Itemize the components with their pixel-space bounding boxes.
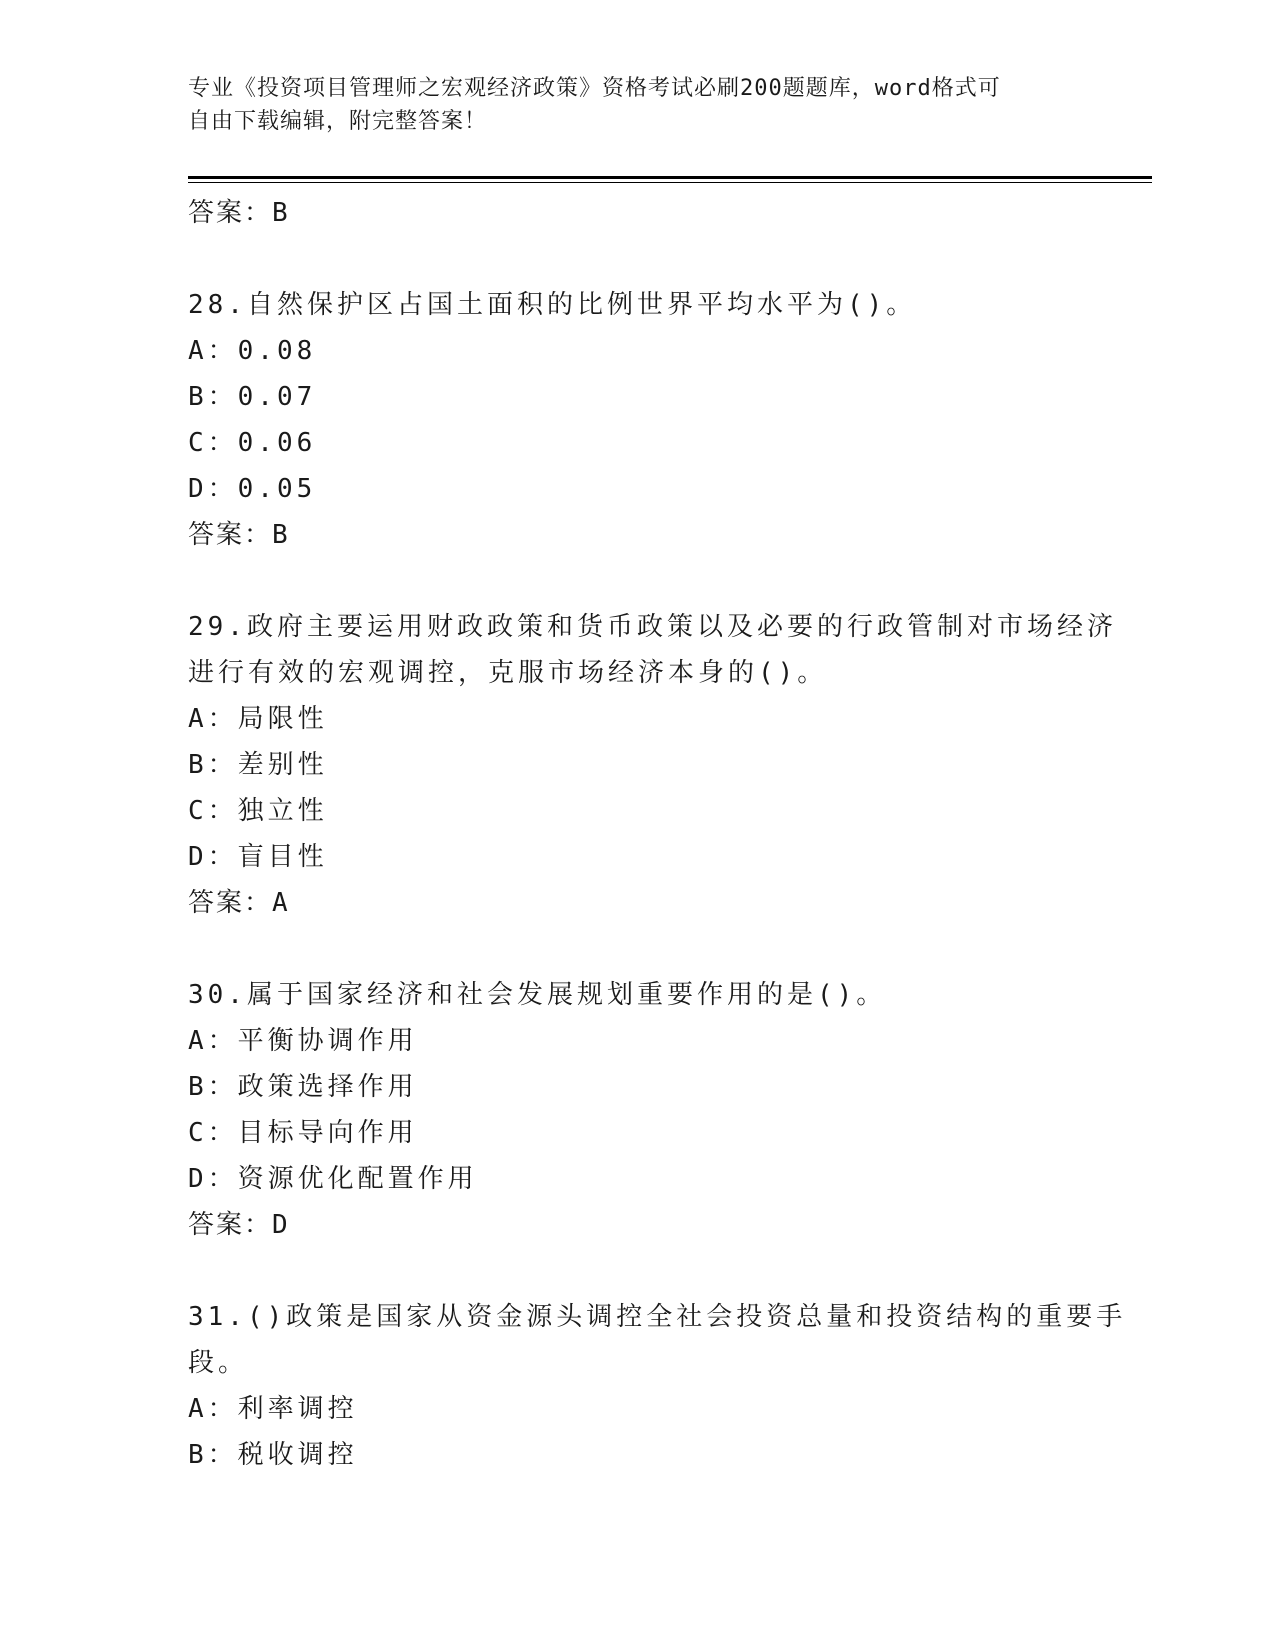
option-b: B：税收调控 <box>188 1440 358 1470</box>
option-a: A：局限性 <box>188 704 328 734</box>
option-c: C：0.06 <box>188 428 317 458</box>
option-d: D：盲目性 <box>188 842 328 872</box>
answer: 答案：B <box>188 520 290 550</box>
option-c: C：独立性 <box>188 796 328 826</box>
answer: 答案：A <box>188 888 290 918</box>
option-a: A：0.08 <box>188 336 317 366</box>
question-28 <box>188 282 1088 558</box>
header-divider-thick <box>188 176 1152 179</box>
option-d: D：资源优化配置作用 <box>188 1164 478 1194</box>
question-text: 30.属于国家经济和社会发展规划重要作用的是()。 <box>188 980 887 1010</box>
option-a: A：平衡协调作用 <box>188 1026 418 1056</box>
document-header <box>188 72 1068 138</box>
question-text-line-2: 进行有效的宏观调控，克服市场经济本身的()。 <box>188 658 828 688</box>
header-divider-thin <box>188 182 1152 183</box>
header-line-2: 自由下载编辑，附完整答案！ <box>188 109 488 134</box>
question-text: 28.自然保护区占国土面积的比例世界平均水平为()。 <box>188 290 917 320</box>
option-b: B：差别性 <box>188 750 328 780</box>
question-text-line-1: 31.()政策是国家从资金源头调控全社会投资总量和投资结构的重要手 <box>188 1302 1127 1332</box>
option-d: D：0.05 <box>188 474 317 504</box>
question-31 <box>188 1294 1127 1478</box>
answer: 答案：D <box>188 1210 290 1240</box>
question-text-line-2: 段。 <box>188 1348 249 1378</box>
option-a: A：利率调控 <box>188 1394 358 1424</box>
option-b: B：0.07 <box>188 382 317 412</box>
header-line-1: 专业《投资项目管理师之宏观经济政策》资格考试必刷200题题库，word格式可 <box>188 76 1001 101</box>
question-list <box>188 190 1127 1478</box>
question-29 <box>188 604 1117 926</box>
option-c: C：目标导向作用 <box>188 1118 418 1148</box>
question-30 <box>188 972 1088 1248</box>
question-text-line-1: 29.政府主要运用财政政策和货币政策以及必要的行政管制对市场经济 <box>188 612 1117 642</box>
option-b: B：政策选择作用 <box>188 1072 418 1102</box>
previous-answer: 答案：B <box>188 198 290 228</box>
